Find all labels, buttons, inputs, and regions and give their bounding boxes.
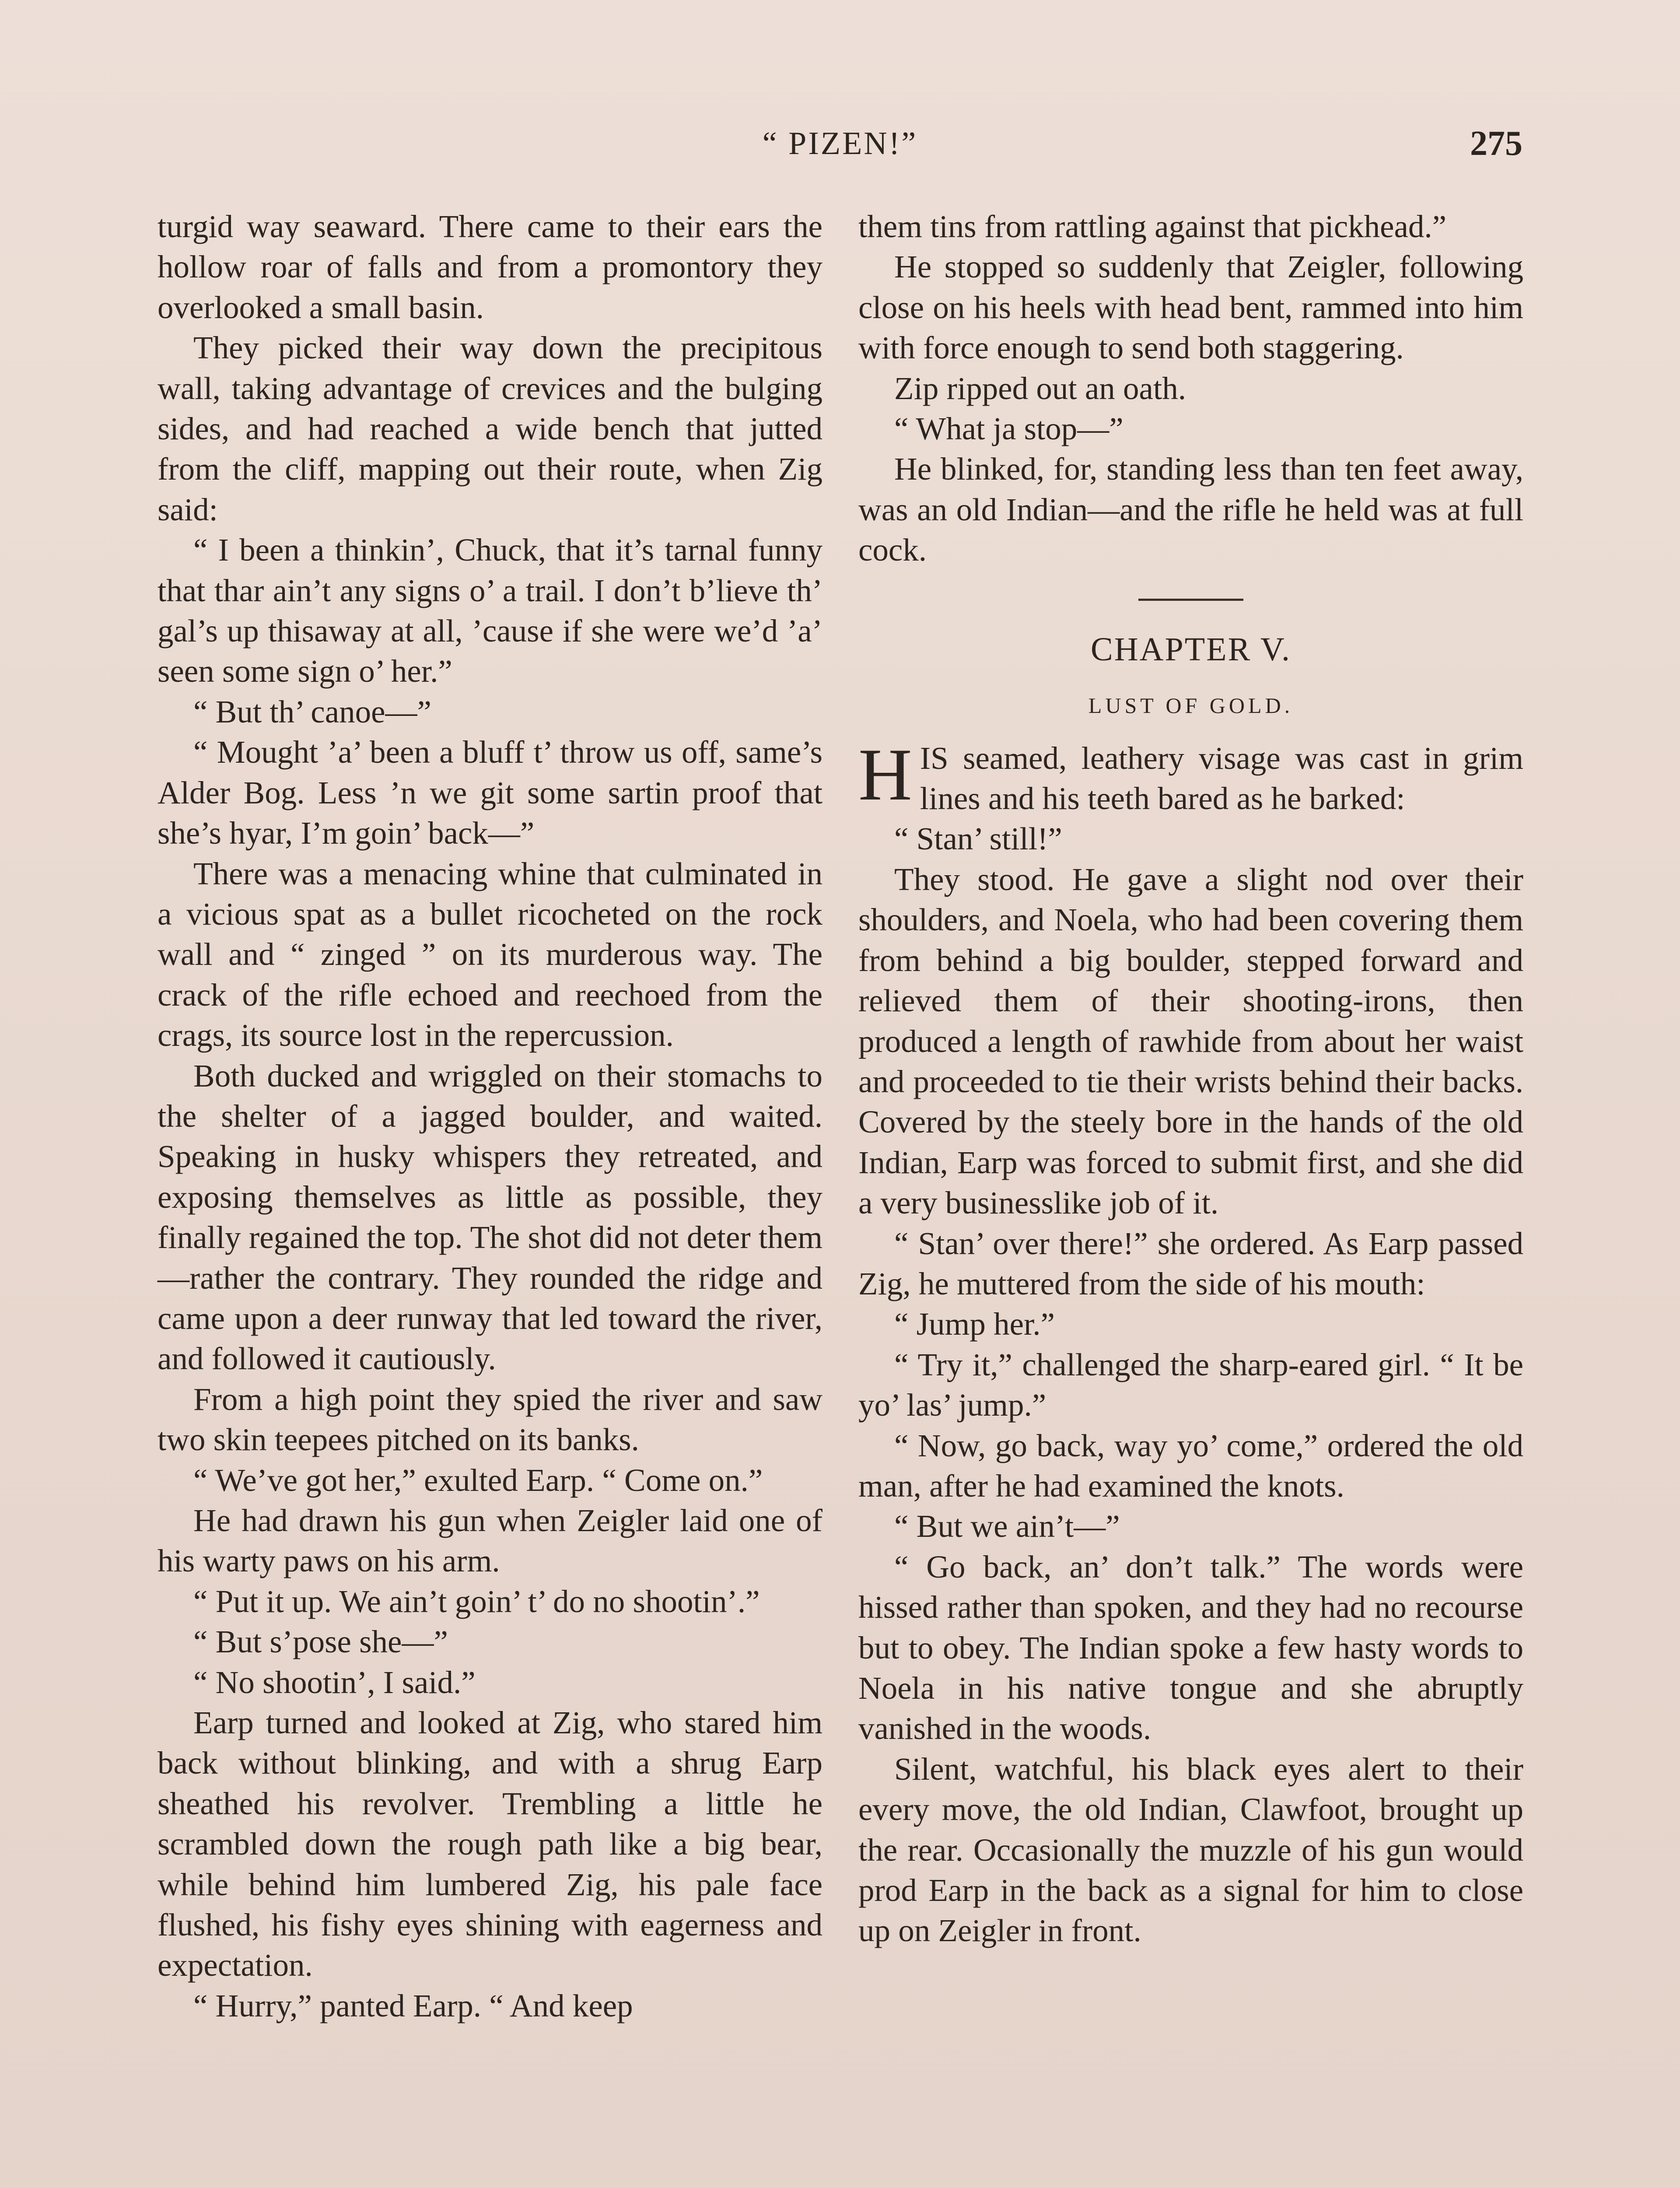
paragraph: “ Now, go back, way yo’ come,” ordered the old man, after he had examined the knots. <box>858 1427 1523 1504</box>
paragraph: He stopped so suddenly that Zeigler, following close on his heels with head bent, rammed into him with force enough to send both staggering. <box>858 249 1523 366</box>
paragraph: There was a menacing whine that culminated in a vicious spat as a bullet ricocheted on the rock wall and “ zinged ” on its murderous way. The crack of the rifle echoed and reechoed from the crags, its source lost in the repercussion. <box>158 856 822 1053</box>
left-column <box>158 207 822 2026</box>
paragraph: “ Hurry,” panted Earp. “ And keep <box>193 1988 633 2023</box>
paragraph: “ Mought ’a’ been a bluff t’ throw us off, same’s Alder Bog. Less ’n we git some sartin proof that she’s hyar, I’m goin’ back—” <box>158 734 822 851</box>
paragraph: “ Try it,” challenged the sharp-eared girl. “ It be yo’ las’ jump.” <box>858 1346 1523 1423</box>
paragraph: “ But th’ canoe—” <box>193 694 431 729</box>
drop-cap: H <box>858 733 912 816</box>
paragraph: Zip ripped out an oath. <box>894 370 1186 406</box>
paragraph: “ But s’pose she—” <box>193 1624 448 1660</box>
paragraph: “ Jump her.” <box>894 1306 1055 1342</box>
running-header <box>158 122 1522 187</box>
paragraph: “ Go back, an’ don’t talk.” The words were hissed rather than spoken, and they had no recourse but to obey. The Indian spoke a few hasty words to Noela in his native tongue and she abruptly vanished in the woods. <box>858 1549 1523 1746</box>
paragraph: He blinked, for, standing less than ten feet away, was an old Indian—and the rifle he held was at full cock. <box>858 451 1523 568</box>
paragraph: “ No shootin’, I said.” <box>193 1664 476 1700</box>
paragraph: “ What ja stop—” <box>894 411 1124 447</box>
paragraph: “ We’ve got her,” exulted Earp. “ Come on.” <box>193 1462 763 1498</box>
paragraph: “ Stan’ still!” <box>894 821 1062 857</box>
chapter-title: CHAPTER V. <box>1091 631 1291 668</box>
paragraph: “ Stan’ over there!” she ordered. As Earp passed Zig, he muttered from the side of his mouth: <box>858 1225 1523 1301</box>
paragraph: They stood. He gave a slight nod over their shoulders, and Noela, who had been covering them from behind a big boulder, stepped forward and relieved them of their shooting-irons, then produced a length of rawhide from about her waist and proceeded to tie their wrists behind their backs. Covered by the steely bore in the hands of the old Indian, Earp was forced to submit first, and she did a very businesslike job of it. <box>858 861 1523 1221</box>
paragraph: Both ducked and wriggled on their stomachs to the shelter of a jagged boulder, and waited. Speaking in husky whispers they retreated, and exposing themselves as little as possible, they finally regained the top. The shot did not deter them—rather the contrary. They rounded the ridge and came upon a deer runway that led toward the river, and followed it cautiously. <box>158 1058 822 1377</box>
chapter-subtitle: LUST OF GOLD. <box>1088 693 1294 718</box>
opening-text: IS seamed, leathery visage was cast in grim lines and his teeth bared as he barked: <box>920 740 1523 817</box>
paragraph: turgid way seaward. There came to their ears the hollow roar of falls and from a promontory they overlooked a small basin. <box>158 209 822 325</box>
paragraph: them tins from rattling against that pickhead.” <box>858 209 1447 244</box>
running-title: “ PIZEN!” <box>762 126 918 161</box>
paragraph: Earp turned and looked at Zig, who stared him back without blinking, and with a shrug Earp sheathed his revolver. Trembling a little he scrambled down the rough path like a big bear, while behind him lumbered Zig, his pale face flushed, his fishy eyes shining with eagerness and expectation. <box>158 1705 822 1983</box>
paragraph: “ Put it up. We ain’t goin’ t’ do no shootin’.” <box>193 1583 760 1619</box>
paragraph: Silent, watchful, his black eyes alert to their every move, the old Indian, Clawfoot, brought up the rear. Occasionally the muzzle of his gun would prod Earp in the back as a signal for him to close up on Zeigler in front. <box>858 1751 1523 1949</box>
paragraph: From a high point they spied the river and saw two skin teepees pitched on its banks. <box>158 1381 822 1458</box>
paragraph: He had drawn his gun when Zeigler laid one of his warty paws on his arm. <box>158 1503 822 1579</box>
paragraph: They picked their way down the precipitous wall, taking advantage of crevices and the bulging sides, and had reached a wide bench that jutted from the cliff, mapping out their route, when Zig said: <box>158 330 822 527</box>
paragraph: “ I been a thinkin’, Chuck, that it’s tarnal funny that thar ain’t any signs o’ a trail. I don’t b’lieve th’ gal’s up thisaway at all, ’cause if she were we’d ’a’ seen some sign o’ her.” <box>158 532 822 689</box>
section-divider <box>1138 599 1243 601</box>
page-number: 275 <box>1470 124 1522 163</box>
right-column <box>858 207 1523 1951</box>
paragraph: “ But we ain’t—” <box>894 1508 1120 1544</box>
chapter-opening-paragraph <box>858 733 1523 819</box>
